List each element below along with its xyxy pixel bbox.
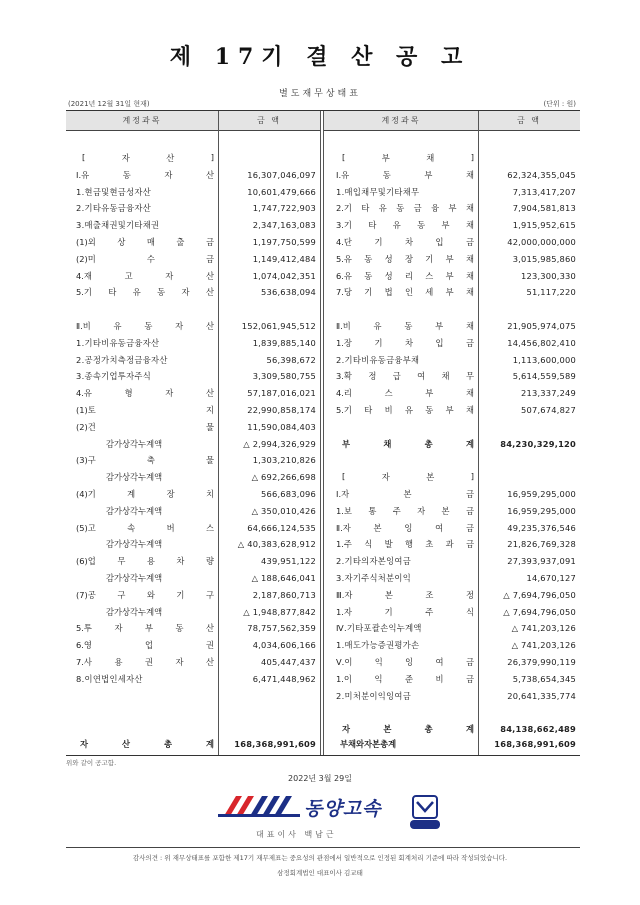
left-amount-value: △ 2,994,326,929: [243, 438, 316, 449]
left-amount-value: 64,666,124,535: [247, 522, 316, 533]
assets-total-label: 자 산 총 계: [80, 739, 214, 749]
right-amount-value: 27,393,937,091: [507, 556, 576, 567]
right-account-label: 1.장 기 차 입 금: [336, 337, 474, 348]
header-account-left: 계정과목: [66, 111, 218, 131]
right-amount-value: 213,337,249: [521, 388, 576, 399]
right-amount-value: 20,641,335,774: [507, 690, 576, 701]
right-table-row: [66, 655, 580, 669]
right-account-label: Ⅴ.이 익 잉 여 금: [336, 657, 474, 667]
right-account-label: Ⅰ.유 동 부 채: [336, 169, 474, 180]
right-table-row: [66, 689, 580, 703]
right-table-row: [66, 285, 580, 299]
right-amount-value: 16,959,295,000: [507, 489, 576, 499]
left-account-label: (1)토 지: [76, 405, 214, 415]
page-title: 제 17기 결 산 공 고: [169, 44, 471, 70]
right-amount-value: 123,300,330: [521, 270, 576, 281]
left-account-label: (7)공 구 와 기 구: [76, 589, 214, 600]
left-amount-value: 1,303,210,826: [252, 455, 316, 466]
right-account-label: 5.유 동 성 장 기 부 채: [336, 253, 474, 264]
right-account-label: 2.기 타 유 동 금 융 부 채: [336, 203, 474, 214]
right-account-label: 1.보 통 주 자 본 금: [336, 505, 474, 516]
left-account-label: (5)고 속 버 스: [76, 522, 214, 533]
left-account-label: 1.현금및현금성자산: [76, 186, 152, 197]
left-amount-value: 10,601,479,666: [247, 186, 316, 197]
right-amount-value: 5,738,654,345: [512, 673, 576, 684]
right-account-label: Ⅱ.비 유 동 부 채: [336, 321, 474, 331]
right-account-label: 2.미처분이익잉여금: [336, 690, 412, 701]
right-table-row: [66, 487, 580, 501]
left-amount-value: 56,398,672: [266, 354, 316, 365]
right-account-label: 5.기 타 비 유 동 부 채: [336, 405, 474, 415]
right-amount-value: △ 741,203,126: [511, 640, 576, 651]
right-account-label: 1.매도가능증권평가손: [336, 640, 420, 651]
right-amount-value: 21,826,769,328: [507, 539, 576, 550]
right-table-row: [66, 605, 580, 619]
left-account-label: (2)미 수 금: [76, 253, 214, 264]
header-amount-left: 금 액: [218, 111, 320, 131]
balance-sheet-table: [66, 110, 580, 756]
left-amount-value: 1,747,722,903: [252, 203, 316, 214]
left-amount-value: 78,757,562,359: [247, 623, 316, 634]
left-account-label: 2.기타유동금융자산: [76, 203, 152, 214]
left-account-label: 4.재 고 자 산: [76, 270, 214, 281]
right-table-row: [66, 521, 580, 535]
right-table-row: [66, 504, 580, 518]
auditor-stamp-icon: [410, 794, 440, 830]
left-account-label: 3.매출채권및기타채권: [76, 220, 160, 231]
left-account-label: 감가상각누계액: [106, 539, 163, 550]
right-amount-value: 1,915,952,615: [512, 220, 576, 231]
announcement-date: 2022년 3월 29일: [288, 774, 352, 783]
right-amount-value: 26,379,990,119: [507, 657, 576, 667]
right-table-row: [66, 571, 580, 585]
right-table-row: [66, 185, 580, 199]
right-table-row: [66, 235, 580, 249]
right-account-label: Ⅰ.자 본 금: [336, 489, 474, 499]
right-table-row: [66, 252, 580, 266]
right-table-row: [66, 437, 580, 451]
right-account-label: [ 부 채 ]: [342, 152, 474, 163]
right-amount-value: 7,313,417,207: [512, 186, 576, 197]
right-amount-value: △ 7,694,796,050: [503, 589, 576, 600]
left-amount-value: 405,447,437: [261, 657, 316, 667]
right-account-label: 부 채 총 계: [342, 438, 474, 449]
right-amount-value: 84,138,662,489: [500, 724, 576, 735]
left-account-label: 8.이연법인세자산: [76, 673, 143, 684]
left-amount-value: 536,638,094: [261, 287, 316, 298]
left-amount-value: 57,187,016,021: [247, 388, 316, 399]
right-account-label: 1.이 익 준 비 금: [336, 673, 474, 684]
currency-unit: (단위 : 원): [543, 100, 576, 108]
left-amount-value: 1,839,885,140: [252, 337, 316, 348]
left-account-label: 5.기 타 유 동 자 산: [76, 287, 214, 298]
right-table-row: [66, 151, 580, 165]
logo-stripes-icon: [214, 790, 304, 820]
ceo-signature: 대표이사 백남근: [256, 830, 337, 839]
right-account-label: 1.매입채무및기타채무: [336, 186, 420, 197]
right-table-row: [66, 537, 580, 551]
left-amount-value: △ 1,948,877,842: [243, 606, 316, 617]
right-amount-value: 62,324,355,045: [507, 169, 576, 180]
left-table-row: [66, 420, 580, 434]
right-amount-value: △ 741,203,126: [511, 623, 576, 634]
right-table-row: [66, 722, 580, 736]
left-account-label: (4)기 계 장 치: [76, 489, 214, 499]
left-amount-value: 3,309,580,755: [252, 371, 316, 382]
left-amount-value: 1,197,750,599: [252, 237, 316, 247]
right-table-row: [66, 369, 580, 383]
right-account-label: 1.주 식 발 행 초 과 금: [336, 539, 474, 550]
left-amount-value: 1,074,042,351: [252, 270, 316, 281]
right-account-label: 2.기타비유동금융부채: [336, 354, 420, 365]
statement-subtitle: 별도재무상태표: [279, 89, 361, 99]
left-amount-value: △ 350,010,426: [251, 505, 316, 516]
left-amount-value: 4,034,606,166: [252, 640, 316, 651]
right-table-row: [66, 353, 580, 367]
left-amount-value: 152,061,945,512: [241, 321, 316, 331]
left-account-label: (1)외 상 매 출 금: [76, 237, 214, 247]
liab-equity-total-amount: 168,368,991,609: [494, 739, 576, 749]
right-account-label: 6.유 동 성 리 스 부 채: [336, 270, 474, 281]
left-account-label: Ⅰ.유 동 자 산: [76, 169, 214, 180]
total-row: [66, 737, 580, 751]
header-account-right: 계정과목: [324, 111, 478, 131]
right-account-label: Ⅳ.기타포괄손익누계액: [336, 623, 422, 634]
left-amount-value: 22,990,858,174: [247, 405, 316, 415]
right-account-label: 3.자기주식처분이익: [336, 573, 412, 583]
right-amount-value: 7,904,581,813: [512, 203, 576, 214]
left-account-label: 6.영 업 권: [76, 640, 214, 651]
right-table-row: [66, 168, 580, 182]
right-amount-value: 14,670,127: [526, 573, 576, 583]
company-name-logo: 동양고속: [304, 798, 382, 820]
left-amount-value: 1,149,412,484: [252, 253, 316, 264]
right-table-row: [66, 554, 580, 568]
right-account-label: Ⅲ.자 본 조 정: [336, 589, 474, 600]
footer-divider: [66, 847, 580, 848]
header-amount-right: 금 액: [478, 111, 580, 131]
right-account-label: 1.자 기 주 식: [336, 606, 474, 617]
right-amount-value: 84,230,329,120: [500, 438, 576, 449]
right-table-row: [66, 621, 580, 635]
left-amount-value: △ 692,266,698: [251, 472, 316, 483]
left-amount-value: 566,683,096: [261, 489, 316, 499]
right-account-label: Ⅱ.자 본 잉 여 금: [336, 522, 474, 533]
right-amount-value: 16,959,295,000: [507, 505, 576, 516]
left-account-label: 감가상각누계액: [106, 472, 163, 483]
left-amount-value: △ 188,646,041: [251, 573, 316, 583]
right-table-row: [66, 269, 580, 283]
right-account-label: 자 본 총 계: [342, 724, 474, 735]
right-table-row: [66, 403, 580, 417]
assets-total-amount: 168,368,991,609: [234, 739, 316, 749]
left-account-label: 7.사 용 권 자 산: [76, 657, 214, 667]
left-account-label: 2.공정가치측정금융자산: [76, 354, 168, 365]
notice-text: 위와 같이 공고함.: [66, 759, 117, 767]
right-account-label: [ 자 본 ]: [342, 471, 474, 483]
right-amount-value: 5,614,559,589: [512, 371, 576, 382]
left-account-label: 감가상각누계액: [106, 606, 163, 617]
right-amount-value: 21,905,974,075: [507, 321, 576, 331]
right-amount-value: △ 7,694,796,050: [503, 606, 576, 617]
left-account-label: 4.유 형 자 산: [76, 388, 214, 399]
left-account-label: 감가상각누계액: [106, 505, 163, 516]
left-account-label: Ⅱ.비 유 동 자 산: [76, 321, 214, 331]
right-amount-value: 3,015,985,860: [512, 253, 576, 264]
left-account-label: (2)건 물: [76, 421, 214, 432]
left-account-label: 3.종속기업투자주식: [76, 371, 152, 382]
right-account-label: 4.리 스 부 채: [336, 388, 474, 399]
left-account-label: [ 자 산 ]: [82, 152, 214, 163]
right-account-label: 3.기 타 유 동 부 채: [336, 220, 474, 231]
right-table-row: [66, 588, 580, 602]
right-table-row: [66, 470, 580, 484]
right-amount-value: 51,117,220: [526, 287, 576, 298]
left-account-label: 5.투 자 부 동 산: [76, 623, 214, 634]
company-logo: [214, 790, 454, 830]
left-amount-value: 16,307,046,097: [247, 169, 316, 180]
right-amount-value: 42,000,000,000: [507, 237, 576, 247]
left-account-label: 감가상각누계액: [106, 438, 163, 449]
right-table-row: [66, 201, 580, 215]
right-table-row: [66, 218, 580, 232]
right-amount-value: 507,674,827: [521, 405, 576, 415]
right-table-row: [66, 672, 580, 686]
auditor-name: 삼정회계법인 대표이사 김교태: [277, 869, 363, 877]
right-table-row: [66, 638, 580, 652]
left-amount-value: 11,590,084,403: [247, 421, 316, 432]
table-body: [66, 111, 580, 755]
right-amount-value: 14,456,802,410: [507, 337, 576, 348]
right-table-row: [66, 386, 580, 400]
right-table-row: [66, 319, 580, 333]
left-amount-value: 439,951,122: [261, 556, 316, 567]
right-account-label: 7.당 기 법 인 세 부 채: [336, 287, 474, 298]
left-table-row: [66, 453, 580, 467]
statement-date: (2021년 12월 31일 현재): [68, 100, 150, 108]
left-amount-value: △ 40,383,628,912: [237, 539, 316, 550]
liab-equity-total-label: 부채와자본총계: [340, 739, 397, 749]
left-account-label: 감가상각누계액: [106, 573, 163, 583]
right-account-label: 2.기타의자본잉여금: [336, 556, 412, 567]
left-amount-value: 6,471,448,962: [252, 673, 316, 684]
left-account-label: 1.기타비유동금융자산: [76, 337, 160, 348]
left-amount-value: 2,187,860,713: [252, 589, 316, 600]
right-amount-value: 1,113,600,000: [512, 354, 576, 365]
right-account-label: 4.단 기 차 입 금: [336, 237, 474, 247]
left-amount-value: 2,347,163,083: [252, 220, 316, 231]
right-table-row: [66, 336, 580, 350]
left-account-label: (3)구 축 물: [76, 455, 214, 466]
left-account-label: (6)업 무 용 차 량: [76, 556, 214, 567]
right-amount-value: 49,235,376,546: [507, 522, 576, 533]
audit-opinion: 감사의견 : 위 재무상태표를 포함한 제17기 재무제표는 중요성의 관점에서 일반적으로 인정된 회계처리 기준에 따라 작성되었습니다.: [132, 854, 508, 862]
right-account-label: 3.확 정 급 여 채 무: [336, 371, 474, 382]
